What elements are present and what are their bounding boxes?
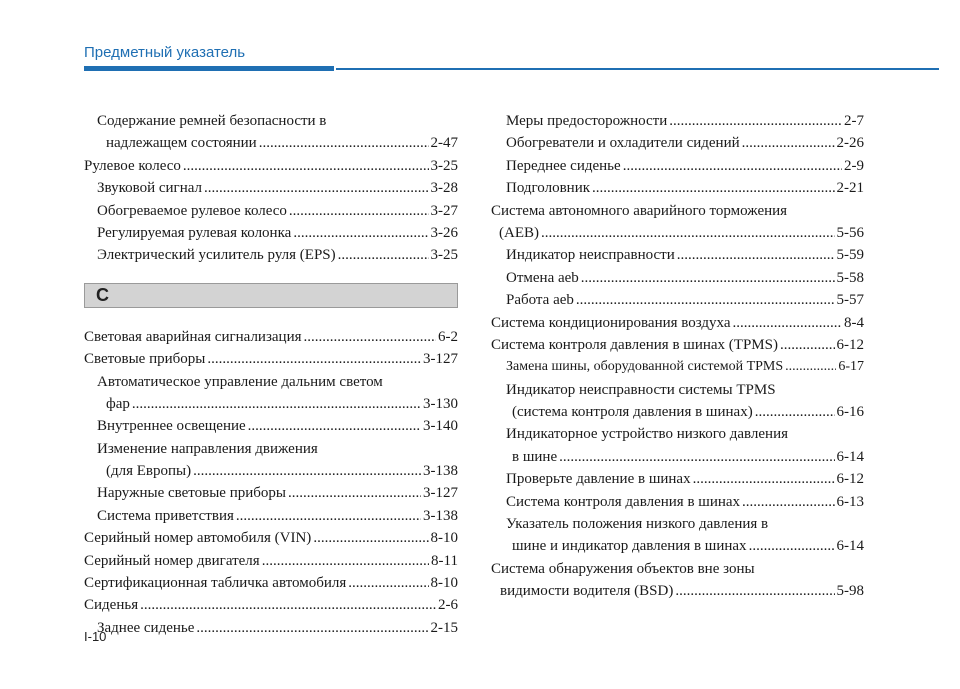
- index-column-right: [491, 110, 864, 603]
- index-entry: видимости водителя (BSD) ..... 5-98: [491, 580, 864, 602]
- index-entry: Наружные световые приборы ..... 3-127: [84, 482, 458, 504]
- index-entry: Обогреваемое рулевое колесо ..... 3-27: [84, 200, 458, 222]
- index-entry: Регулируемая рулевая колонка ..... 3-26: [84, 222, 458, 244]
- header-rule-thick: [84, 66, 334, 71]
- index-entry: Рулевое колесо ..... 3-25: [84, 155, 458, 177]
- index-entry: фар ..... 3-130: [84, 393, 458, 415]
- index-entry: Замена шины, оборудованной системой TPMS ..... 6-17: [491, 356, 864, 378]
- index-entry: Звуковой сигнал ..... 3-28: [84, 177, 458, 199]
- index-entry: (AEB) ..... 5-56: [491, 222, 864, 244]
- index-entry: Серийный номер двигателя ..... 8-11: [84, 550, 458, 572]
- index-entry: Серийный номер автомобиля (VIN) ..... 8-10: [84, 527, 458, 549]
- index-entry: Система контроля давления в шинах ..... 6-13: [491, 491, 864, 513]
- index-line: Индикатор неисправности системы TPMS: [506, 381, 776, 398]
- index-entry: шине и индикатор давления в шинах ..... 6-14: [491, 535, 864, 557]
- index-entry: Индикатор неисправности ..... 5-59: [491, 244, 864, 266]
- index-line: Система обнаружения объектов вне зоны: [491, 560, 755, 577]
- index-line: Система автономного аварийного торможения: [491, 202, 788, 219]
- index-entry: Проверьте давление в шинах ..... 6-12: [491, 468, 864, 490]
- index-entry: в шине ..... 6-14: [491, 446, 864, 468]
- index-entry: Работа aeb ..... 5-57: [491, 289, 864, 311]
- index-line: Индикаторное устройство низкого давления: [506, 426, 788, 443]
- index-entry: надлежащем состоянии ..... 2-47: [84, 132, 458, 154]
- index-line: Изменение направления движения: [97, 440, 318, 457]
- index-entry: Подголовник ..... 2-21: [491, 177, 864, 199]
- page-header-title: Предметный указатель: [84, 44, 246, 61]
- section-letter: С: [96, 284, 109, 305]
- index-line: Автоматическое управление дальним светом: [97, 373, 383, 390]
- index-entry: (для Европы) ..... 3-138: [84, 460, 458, 482]
- index-entry: Электрический усилитель руля (EPS) ..... 3-25: [84, 244, 458, 266]
- index-entry: Система контроля давления в шинах (TPMS) ..... 6-12: [491, 334, 864, 356]
- page-number: I-10: [84, 629, 107, 644]
- index-entry: Заднее сиденье ..... 2-15: [84, 617, 458, 639]
- index-line: Содержание ремней безопасности в: [97, 113, 327, 129]
- index-entry: Система кондиционирования воздуха ..... 8-4: [491, 312, 864, 334]
- index-entry: (система контроля давления в шинах) ..... 6-16: [491, 401, 864, 423]
- index-entry: Обогреватели и охладители сидений ..... 2-26: [491, 132, 864, 154]
- index-entry: Переднее сиденье ..... 2-9: [491, 155, 864, 177]
- index-entry: Отмена aeb ..... 5-58: [491, 267, 864, 289]
- index-entry: Сиденья ..... 2-6: [84, 594, 458, 616]
- section-header-bar: [84, 283, 458, 308]
- index-entry: Световые приборы ..... 3-127: [84, 348, 458, 370]
- index-column-left: [84, 110, 458, 639]
- index-entry: Сертификационная табличка автомобиля ..... 8-10: [84, 572, 458, 594]
- index-line: Указатель положения низкого давления в: [506, 516, 769, 533]
- index-entry: Внутреннее освещение ..... 3-140: [84, 415, 458, 437]
- index-entry: Система приветствия ..... 3-138: [84, 505, 458, 527]
- index-entry: Меры предосторожности ..... 2-7: [491, 110, 864, 132]
- header-rule-thin: [336, 68, 939, 70]
- index-entry: Световая аварийная сигнализация ..... 6-2: [84, 326, 458, 348]
